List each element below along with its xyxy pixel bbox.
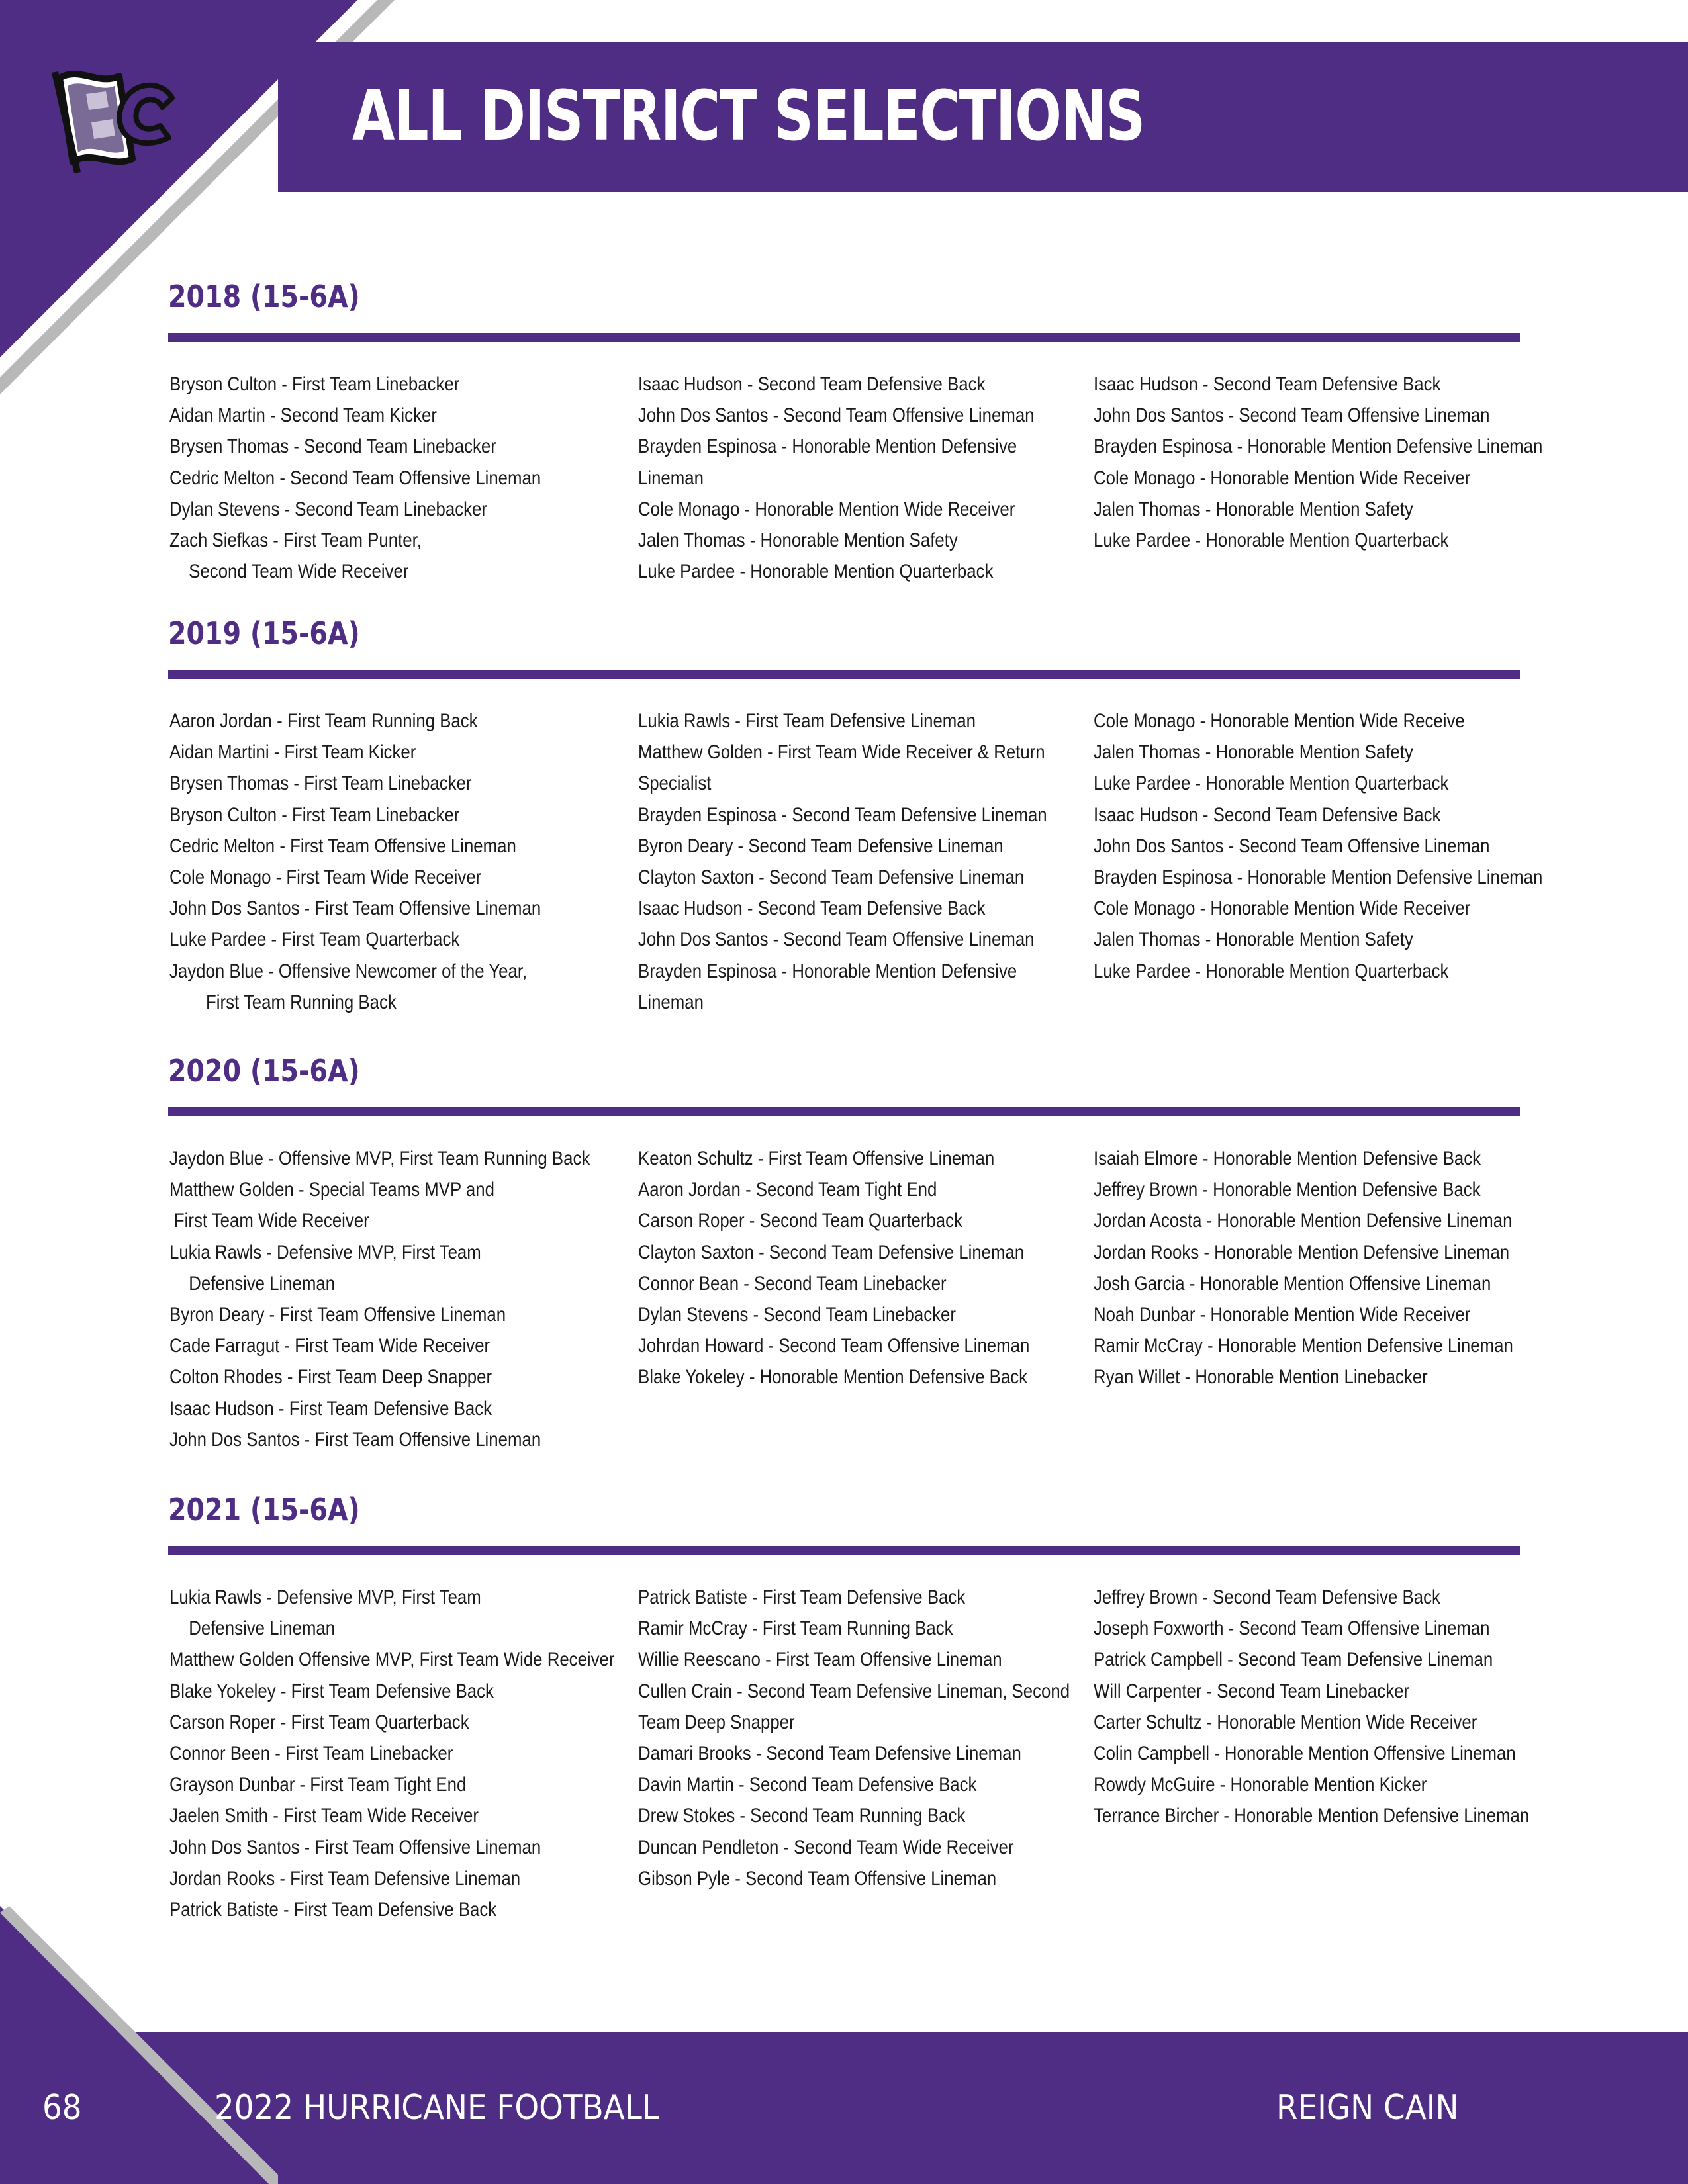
- hurricane-flag-c-logo-icon: [40, 60, 199, 179]
- selection-line: Byron Deary - First Team Offensive Lineman: [169, 1303, 506, 1326]
- selection-line: Brayden Espinosa - Honorable Mention Defensive: [638, 435, 1017, 458]
- selection-line: Cole Monago - Honorable Mention Wide Receiver: [638, 498, 1015, 520]
- selection-line: Jalen Thomas - Honorable Mention Safety: [1094, 929, 1413, 951]
- selection-line: Terrance Bircher - Honorable Mention Defensive Lineman: [1094, 1805, 1530, 1827]
- selection-line: Matthew Golden Offensive MVP, First Team Wide Receiver: [169, 1649, 615, 1671]
- section-divider: [168, 333, 1520, 342]
- selection-line: John Dos Santos - Second Team Offensive Lineman: [638, 929, 1035, 951]
- footer-section-title: REIGN CAIN: [1276, 2088, 1459, 2128]
- selection-line: Davin Martin - Second Team Defensive Back: [638, 1774, 977, 1796]
- selection-line: Clayton Saxton - Second Team Defensive Lineman: [638, 866, 1025, 888]
- selection-line: John Dos Santos - Second Team Offensive Lineman: [638, 404, 1035, 427]
- selection-line-continued: Second Team Wide Receiver: [189, 561, 409, 583]
- selection-line: Isaac Hudson - Second Team Defensive Back: [1094, 803, 1441, 826]
- selection-line: Blake Yokeley - Honorable Mention Defensive Back: [638, 1366, 1028, 1388]
- selections-column-3: [1094, 705, 1544, 987]
- selections-column-2: [638, 369, 1088, 587]
- selections-column-1: [169, 1143, 633, 1455]
- selection-line-continued: Lineman: [638, 991, 704, 1013]
- selection-line: Rowdy McGuire - Honorable Mention Kicker: [1094, 1774, 1427, 1796]
- page-title: ALL DISTRICT SELECTIONS: [352, 75, 1145, 156]
- selection-line: Cole Monago - Honorable Mention Wide Receive: [1094, 710, 1465, 732]
- selection-line: Patrick Campbell - Second Team Defensive Lineman: [1094, 1649, 1493, 1671]
- selection-line: Jeffrey Brown - Honorable Mention Defensive Back: [1094, 1179, 1481, 1201]
- selection-line: Johrdan Howard - Second Team Offensive Lineman: [638, 1335, 1030, 1357]
- selection-line: Matthew Golden - First Team Wide Receiver & Return: [638, 741, 1045, 764]
- section-title: 2019 (15-6A): [168, 615, 360, 651]
- selection-line: Jalen Thomas - Honorable Mention Safety: [1094, 741, 1413, 764]
- selection-line-continued: Team Deep Snapper: [638, 1711, 795, 1733]
- section-2019: [168, 610, 1543, 1013]
- selections-column-3: [1094, 1582, 1544, 1832]
- page-number: 68: [42, 2088, 82, 2128]
- selection-line: Isaac Hudson - First Team Defensive Back: [169, 1397, 492, 1420]
- selection-line: Connor Been - First Team Linebacker: [169, 1742, 453, 1764]
- selections-column-2: [638, 705, 1088, 1018]
- selection-line: Jalen Thomas - Honorable Mention Safety: [1094, 498, 1413, 520]
- section-divider: [168, 1107, 1520, 1116]
- selection-line: Luke Pardee - First Team Quarterback: [169, 929, 460, 951]
- selection-line: Carter Schultz - Honorable Mention Wide Receiver: [1094, 1711, 1477, 1733]
- selections-column-1: [169, 369, 633, 587]
- selection-line: Noah Dunbar - Honorable Mention Wide Receiver: [1094, 1303, 1471, 1326]
- selection-line: Colin Campbell - Honorable Mention Offensive Lineman: [1094, 1742, 1516, 1764]
- selection-line: Patrick Batiste - First Team Defensive Back: [169, 1898, 497, 1921]
- selection-line: Cole Monago - Honorable Mention Wide Receiver: [1094, 467, 1471, 489]
- selection-line: Willie Reescano - First Team Offensive Lineman: [638, 1649, 1002, 1671]
- footer-publication-title: 2022 HURRICANE FOOTBALL: [214, 2088, 659, 2128]
- selection-line: Dylan Stevens - Second Team Linebacker: [169, 498, 487, 520]
- selection-line: Aidan Martini - First Team Kicker: [169, 741, 416, 764]
- selection-line: Jaelen Smith - First Team Wide Receiver: [169, 1805, 479, 1827]
- selection-line: Jordan Rooks - First Team Defensive Lineman: [169, 1867, 521, 1889]
- selection-line: Luke Pardee - Honorable Mention Quarterback: [1094, 772, 1449, 795]
- selection-line-continued: Lineman: [638, 467, 704, 489]
- selection-line: Lukia Rawls - Defensive MVP, First Team: [169, 1586, 481, 1608]
- selection-line: Cedric Melton - Second Team Offensive Lineman: [169, 467, 541, 489]
- selection-line: Aidan Martin - Second Team Kicker: [169, 404, 437, 427]
- selection-line: Cole Monago - First Team Wide Receiver: [169, 866, 482, 888]
- selection-line: Grayson Dunbar - First Team Tight End: [169, 1774, 467, 1796]
- selection-line: John Dos Santos - First Team Offensive Lineman: [169, 1428, 541, 1451]
- selection-line: Lukia Rawls - Defensive MVP, First Team: [169, 1241, 481, 1263]
- selection-line: Gibson Pyle - Second Team Offensive Lineman: [638, 1867, 997, 1889]
- selection-line: Luke Pardee - Honorable Mention Quarterback: [638, 561, 994, 583]
- selection-line: Aaron Jordan - First Team Running Back: [169, 710, 478, 732]
- selection-line: Blake Yokeley - First Team Defensive Back: [169, 1680, 494, 1702]
- section-2018: [168, 273, 1543, 583]
- selection-line: Cullen Crain - Second Team Defensive Lineman, Second: [638, 1680, 1070, 1702]
- selection-line: Carson Roper - First Team Quarterback: [169, 1711, 469, 1733]
- selections-column-3: [1094, 1143, 1544, 1393]
- selection-line: Zach Siefkas - First Team Punter,: [169, 529, 422, 551]
- selection-line: Luke Pardee - Honorable Mention Quarterback: [1094, 960, 1449, 982]
- selection-line: John Dos Santos - First Team Offensive Lineman: [169, 1836, 541, 1858]
- selection-line: Bryson Culton - First Team Linebacker: [169, 803, 460, 826]
- selection-line-continued: Specialist: [638, 772, 712, 795]
- selection-line: Isaiah Elmore - Honorable Mention Defensive Back: [1094, 1148, 1481, 1169]
- selection-line: Patrick Batiste - First Team Defensive Back: [638, 1586, 966, 1608]
- selection-line-continued: Defensive Lineman: [189, 1617, 336, 1640]
- selection-line: Brysen Thomas - Second Team Linebacker: [169, 435, 496, 458]
- selection-line: Brayden Espinosa - Honorable Mention Defensive Lineman: [1094, 866, 1543, 888]
- selection-line: Ramir McCray - Honorable Mention Defensive Lineman: [1094, 1335, 1513, 1357]
- selection-line-continued: Defensive Lineman: [189, 1272, 336, 1295]
- selection-line: Byron Deary - Second Team Defensive Lineman: [638, 835, 1004, 857]
- selection-line: Dylan Stevens - Second Team Linebacker: [638, 1303, 956, 1326]
- section-title: 2020 (15-6A): [168, 1053, 360, 1089]
- selections-column-2: [638, 1582, 1088, 1894]
- selections-column-1: [169, 705, 633, 1018]
- selection-line: Ramir McCray - First Team Running Back: [638, 1617, 953, 1640]
- selection-line: John Dos Santos - Second Team Offensive Lineman: [1094, 835, 1490, 857]
- selection-line: Luke Pardee - Honorable Mention Quarterback: [1094, 529, 1449, 551]
- selection-line: Josh Garcia - Honorable Mention Offensive Lineman: [1094, 1272, 1491, 1295]
- selection-line-continued: First Team Wide Receiver: [173, 1210, 369, 1232]
- selections-column-3: [1094, 369, 1544, 556]
- selection-line: Cade Farragut - First Team Wide Receiver: [169, 1335, 491, 1357]
- selection-line: Duncan Pendleton - Second Team Wide Receiver: [638, 1836, 1014, 1858]
- selection-line: Lukia Rawls - First Team Defensive Lineman: [638, 710, 976, 732]
- selection-line: Jaydon Blue - Offensive MVP, First Team Running Back: [169, 1148, 590, 1169]
- selection-line: Jeffrey Brown - Second Team Defensive Back: [1094, 1586, 1440, 1608]
- section-divider: [168, 1546, 1520, 1555]
- selection-line: Jordan Rooks - Honorable Mention Defensive Lineman: [1094, 1241, 1510, 1263]
- selection-line: John Dos Santos - First Team Offensive Lineman: [169, 897, 541, 920]
- selection-line-continued: First Team Running Back: [206, 991, 397, 1013]
- selection-line: Matthew Golden - Special Teams MVP and: [169, 1179, 494, 1201]
- selection-line: Cedric Melton - First Team Offensive Lineman: [169, 835, 516, 857]
- selection-line: Jaydon Blue - Offensive Newcomer of the Year,: [169, 960, 528, 982]
- selection-line: Cole Monago - Honorable Mention Wide Receiver: [1094, 897, 1471, 920]
- section-title: 2021 (15-6A): [168, 1492, 360, 1527]
- selection-line: Joseph Foxworth - Second Team Offensive Lineman: [1094, 1617, 1490, 1640]
- selection-line: Ryan Willet - Honorable Mention Linebacker: [1094, 1366, 1428, 1388]
- selection-line: Isaac Hudson - Second Team Defensive Back: [638, 373, 986, 395]
- selection-line: Connor Bean - Second Team Linebacker: [638, 1272, 947, 1295]
- selection-line: Will Carpenter - Second Team Linebacker: [1094, 1680, 1410, 1702]
- section-title: 2018 (15-6A): [168, 279, 360, 314]
- section-2021: [168, 1486, 1530, 1921]
- selection-line: Keaton Schultz - First Team Offensive Lineman: [638, 1148, 995, 1169]
- selections-column-2: [638, 1143, 1088, 1393]
- selection-line: Brayden Espinosa - Honorable Mention Defensive Lineman: [1094, 435, 1543, 458]
- corner-decoration-bottom: [0, 1906, 278, 2184]
- selection-line: Brysen Thomas - First Team Linebacker: [169, 772, 472, 795]
- selection-line: Damari Brooks - Second Team Defensive Lineman: [638, 1742, 1021, 1764]
- selection-line: Clayton Saxton - Second Team Defensive Lineman: [638, 1241, 1025, 1263]
- selection-line: Carson Roper - Second Team Quarterback: [638, 1210, 962, 1232]
- selection-line: Bryson Culton - First Team Linebacker: [169, 373, 460, 395]
- selection-line: Drew Stokes - Second Team Running Back: [638, 1805, 966, 1827]
- selection-line: John Dos Santos - Second Team Offensive Lineman: [1094, 404, 1490, 427]
- selection-line: Brayden Espinosa - Second Team Defensive Lineman: [638, 803, 1047, 826]
- selections-column-1: [169, 1582, 633, 1925]
- section-2020: [168, 1048, 1519, 1451]
- selection-line: Jordan Acosta - Honorable Mention Defensive Lineman: [1094, 1210, 1513, 1232]
- selection-line: Isaac Hudson - Second Team Defensive Back: [638, 897, 986, 920]
- selection-line: Aaron Jordan - Second Team Tight End: [638, 1179, 937, 1201]
- selection-line: Isaac Hudson - Second Team Defensive Back: [1094, 373, 1441, 395]
- selection-line: Colton Rhodes - First Team Deep Snapper: [169, 1366, 492, 1388]
- selection-line: Jalen Thomas - Honorable Mention Safety: [638, 529, 958, 551]
- section-divider: [168, 670, 1520, 679]
- selection-line: Brayden Espinosa - Honorable Mention Defensive: [638, 960, 1017, 982]
